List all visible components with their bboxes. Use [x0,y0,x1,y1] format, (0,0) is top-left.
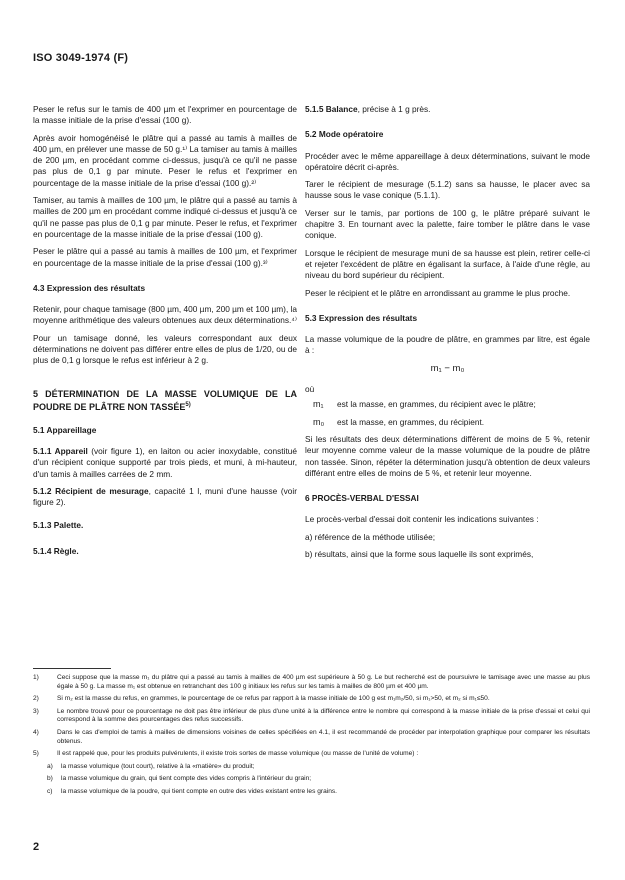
footnotes [33,674,590,801]
paragraph: La masse volumique de la poudre de plâtre, en grammes par litre, est égale à : [305,334,590,356]
where-label: où [305,384,315,395]
item-5-1-4: 5.1.4 Règle. [33,545,79,556]
definition-m1 [305,399,590,410]
item-5-1-5 [305,104,590,115]
item-text: , capacité 1 l, muni d'une hausse (voir figure 2). [33,485,297,508]
section-heading-5-3: 5.3 Expression des résultats [305,312,418,323]
formula: m₁ − m₀ [430,362,465,374]
left-column [33,104,297,567]
footnote-2 [33,695,590,704]
item-5-1-2 [33,486,297,509]
definition-text: est la masse, en grammes, du récipient avec le plâtre; [337,399,536,410]
item-5-1-1 [33,446,297,480]
paragraph: Le procès-verbal d'essai doit contenir les indications suivantes : [305,514,539,525]
symbol: m₀ [313,416,325,427]
paragraph: Procéder avec le même appareillage à deux déterminations, suivant le mode opératoire décrit ci-après. [305,150,590,172]
paragraph: Peser le récipient et le plâtre en arrondissant au gramme le plus proche. [305,287,571,298]
footnote-4 [33,729,590,746]
item-letter: c) [47,787,53,795]
section-heading-6: 6 PROCÈS-VERBAL D'ESSAI [305,493,419,504]
item-label: 5.1.2 Récipient de mesurage [33,485,149,496]
footnote-ref: 5) [185,401,191,408]
paragraph: Peser le refus sur le tamis de 400 µm et l'exprimer en pourcentage de la masse initiale de la prise d'essai (100 g). [33,104,297,126]
paragraph: Pour un tamisage donné, les valeurs correspondant aux deux déterminations ne doivent pas différer entre elles de plus de 1/20, ou de plus de 0,1 g lorsque le refus est inférieur à 2 g. [33,332,297,366]
item-text: (voir figure 1), en laiton ou acier inoxydable, constitué d'un récipient conique supporté par trois pieds, et muni, à mi-hauteur, d'un tamis à mailles carrées de 2 mm. [33,445,297,479]
section-heading-4-3: 4.3 Expression des résultats [33,282,146,293]
paragraph: Tarer le récipient de mesurage (5.1.2) sans sa hausse, le placer avec sa hausse sous le vase conique (5.1.1). [305,179,590,201]
item-text: , précise à 1 g près. [357,104,431,114]
footnote-divider [33,668,111,669]
paragraph: Retenir, pour chaque tamisage (800 µm, 400 µm, 200 µm et 100 µm), la moyenne arithmétique des valeurs obtenues aux deux déterminations.⁴⁾ [33,304,298,326]
footnote-1 [33,674,590,691]
item-letter: b) [47,775,53,783]
item-text: la masse volumique du grain, qui tient compte des vides compris à l'intérieur du grain; [61,775,312,783]
footnote-text: Le nombre trouvé pour ce pourcentage ne doit pas être inférieur de plus d'une unité à la différence entre le nombre qui correspond à la masse initiale de la prise d'essai et celui qui correspond à la somme des pourcentages des refus successifs. [57,707,590,724]
definition-m0 [305,417,590,428]
section-heading-5-text: 5 DÉTERMINATION DE LA MASSE VOLUMIQUE DE LA POUDRE DE PLÂTRE NON TASSÉE [33,388,297,412]
footnote-5-item-b [47,775,590,784]
footnote-number: 1) [33,674,39,681]
item-label: 5.1.5 Balance [305,104,358,114]
footnote-text: Si m₂ est la masse du refus, en grammes, le pourcentage de ce refus par rapport à la masse initiale de 100 g est m₁m₂/50, si m₁>50, et m₂ si m₁≤50. [57,695,490,703]
footnote-5-item-a [47,763,590,772]
paragraph: Tamiser, au tamis à mailles de 100 µm, le plâtre qui a passé au tamis à mailles de 200 µm en procédant comme indiqué ci-dessus et jusqu'à ce qu'il ne passe pas plus de 0,1 g par minute. Peser le refus, et l'exprimer en pourcentage de la masse initiale de la prise d'essai (100 g). [33,195,297,239]
footnote-5 [33,750,590,759]
footnote-text: Il est rappelé que, pour les produits pulvérulents, il existe trois sortes de masse volumique (ou masse de l'unité de volume) : [57,750,419,758]
paragraph: Après avoir homogénéisé le plâtre qui a passé au tamis à mailles de 400 µm, en prélever une masse de 50 g.¹⁾ La tamiser au tamis à mailles de 200 µm, en procédant comme ci-dessus, jusqu'à ce qu'il ne passe pas plus de 0,1 g par minute. Peser le refus et l'exprimer en pourcentage de la masse initiale de la prise d'essai (100 g).²⁾ [33,132,297,188]
section-heading-5-2: 5.2 Mode opératoire [305,129,384,140]
footnote-number: 4) [33,728,39,736]
item-letter: a) [47,762,53,770]
section-heading-5 [33,389,297,413]
footnote-3 [33,708,590,725]
footnote-text: Dans le cas d'emploi de tamis à mailles de dimensions voisines de celles spécifiées en 4.1, il est recommandé de procéder par interpolation graphique pour comparer les résultats obtenus. [57,728,590,745]
paragraph: Verser sur le tamis, par portions de 100 g, le plâtre préparé suivant le chapitre 3. En tournant avec la palette, faire tomber le plâtre dans le vase conique. [305,207,590,241]
paragraph: Si les résultats des deux déterminations diffèrent de moins de 5 %, retenir leur moyenne comme valeur de la masse volumique de la poudre de plâtre non tassée. Sinon, répéter la détermination jusqu'à obtention de deux valeurs différant entre elles de moins de 5 %, et retenir leur moyenne. [305,433,590,478]
definition-text: est la masse, en grammes, du récipient. [337,416,485,427]
footnote-number: 2) [33,695,39,703]
footnote-number: 5) [33,750,39,758]
document-header: ISO 3049-1974 (F) [33,52,129,64]
item-text: la masse volumique de la poudre, qui tient compte en outre des vides existant entre les grains. [61,787,337,795]
paragraph: Lorsque le récipient de mesurage muni de sa hausse est plein, retirer celle-ci et rejeter l'excédent de plâtre en égalisant la surface, à l'aide d'une règle, au niveau du bord supérieur du récipient. [305,247,590,281]
footnote-5-item-c [47,788,590,797]
item-text: la masse volumique (tout court), relative à la «matière» du produit; [61,762,255,770]
section-heading-5-1: 5.1 Appareillage [33,424,97,435]
item-label: 5.1.1 Appareil [33,445,88,456]
list-item-b: b) résultats, ainsi que la forme sous laquelle ils sont exprimés, [305,549,534,560]
footnote-text: Ceci suppose que la masse m₁ du plâtre qui a passé au tamis à mailles de 400 µm est supérieure à 50 g. Le but recherché est de poursuivre le tamisage avec une masse au plus égale à 50 g. La masse m₁ est obtenue en retranchant des 100 g initiaux les refus sur les tamis à mailles de 800 µm et 400 µm. [57,674,590,690]
list-item-a: a) référence de la méthode utilisée; [305,531,436,542]
item-5-1-3: 5.1.3 Palette. [33,520,84,531]
paragraph: Peser le plâtre qui a passé au tamis à mailles de 100 µm, et l'exprimer en pourcentage de la masse initiale de la prise d'essai (100 g).³⁾ [33,246,297,268]
page-number: 2 [33,841,40,853]
symbol: m₁ [313,399,324,410]
right-column [305,104,590,566]
footnote-number: 3) [33,707,39,715]
